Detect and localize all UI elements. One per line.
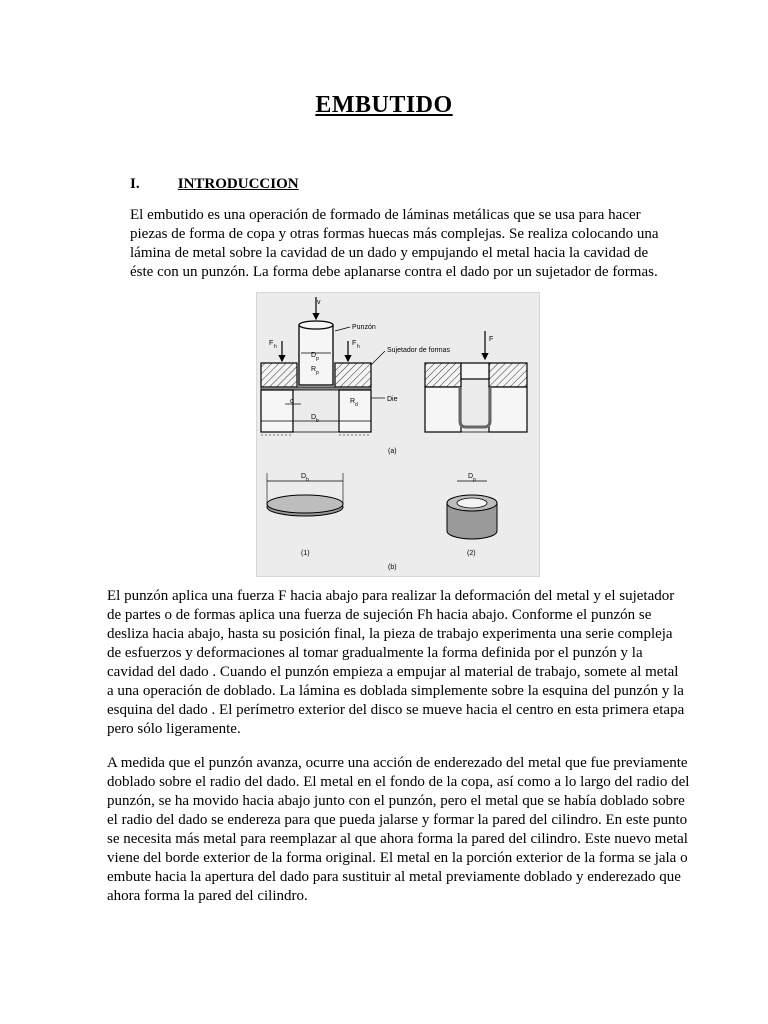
label-f: F [489, 336, 494, 343]
label-punzon: Punzón [352, 324, 376, 331]
label-die: Die [387, 396, 398, 403]
label-rd: R [350, 398, 356, 405]
blank-holder-left [261, 363, 297, 387]
setup-before-drawing [261, 297, 385, 435]
label-fh-left-sub: h [274, 344, 277, 350]
label-dp-b-sub: p [473, 477, 476, 483]
deep-drawing-figure [256, 292, 540, 577]
label-db-sub: b [316, 418, 319, 424]
intro-paragraph: El embutido es una operación de formado de láminas metálicas que se usa para hacer piezas de forma de copa y otras formas huecas más complejas. Se realiza colocando una lámina de metal sobre la cavidad de un dado y empujando el metal hacia la cavidad de éste con un punzón. La forma debe aplanarse contra el dado por un sujetador de formas. [130, 207, 659, 280]
label-part-b: (b) [388, 564, 397, 571]
label-v: v [317, 299, 321, 306]
label-fh-left: F [269, 340, 274, 347]
section-heading [130, 176, 299, 193]
blank-holder-right [335, 363, 371, 387]
punch-top [299, 321, 333, 329]
label-db-b: D [301, 473, 307, 480]
label-one: (1) [301, 550, 310, 557]
label-two: (2) [467, 550, 476, 557]
label-rd-sub: d [355, 402, 358, 408]
label-fh-right: F [352, 340, 357, 347]
body-paragraph-2: A medida que el punzón avanza, ocurre una acción de enderezado del metal que fue previamente doblado sobre el radio del dado. El metal en el fondo de la copa, así como a lo largo del radio del punzón, se ha movido hacia abajo junto con el punzón, pero el metal que se había doblado sobre el radio del dado se endereza para que pueda jalarse y formar la pared del cilindro. En este punto se necesita más metal para reemplazar al que ahora forma la pared del cilindro. Este nuevo metal viene del borde exterior de la forma original. El metal en la porción exterior de la forma se jala o embute hacia la apertura del dado para sustituir al metal previamente doblado y enderezado que ahora forma la pared del cilindro. [107, 755, 690, 904]
document-title: EMBUTIDO [315, 92, 453, 118]
section-number: I. [130, 176, 140, 192]
punch-inside-cup [461, 363, 489, 379]
label-dp-sub: p [316, 356, 319, 362]
label-fh-right-sub: h [357, 344, 360, 350]
label-c: c [290, 398, 294, 405]
label-rp-sub: p [316, 370, 319, 376]
label-db-b-sub: b [306, 477, 309, 483]
label-db: D [311, 414, 317, 421]
label-dp-b: D [468, 473, 474, 480]
cup-wall [460, 387, 490, 427]
figure-svg [257, 293, 539, 576]
label-part-a: (a) [388, 448, 397, 455]
label-rp: R [311, 366, 317, 373]
body-paragraph-1: El punzón aplica una fuerza F hacia abajo para realizar la deformación del metal y el sujetador de partes o de formas aplica una fuerza de sujeción Fh hacia abajo. Conforme el punzón se desliza hacia abajo, hasta su posición final, la pieza de trabajo experimenta una serie compleja de esfuerzos y deformaciones al tomar gradualmente la forma definida por el punzón y la cavidad del dado . Cuando el punzón empieza a empujar al material de trabajo, somete al metal a una operación de doblado. La lámina es doblada simplemente sobre la esquina del punzón y la esquina del dado . El perímetro exterior del disco se mueve hacia el centro en esta primera etapa pero sólo ligeramente. [107, 588, 685, 737]
section-title: INTRODUCCION [177, 176, 299, 192]
die-right [339, 390, 371, 432]
drawn-cup [447, 481, 497, 539]
label-dp: D [311, 352, 317, 359]
die-left [261, 390, 293, 432]
label-sujetador: Sujetador de formas [387, 347, 451, 354]
